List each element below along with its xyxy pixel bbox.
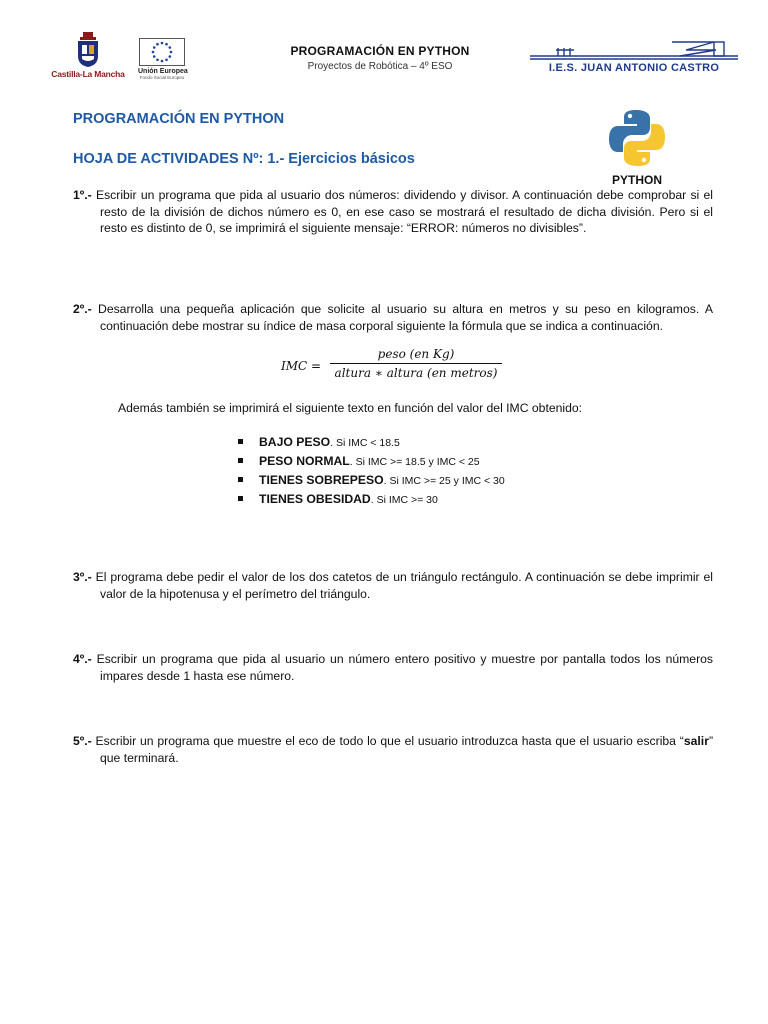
python-icon: [607, 108, 667, 168]
school-logo: [530, 40, 738, 80]
sheet-title: HOJA DE ACTIVIDADES Nº: 1.- Ejercicios básicos: [73, 151, 415, 167]
category-label: PESO NORMAL: [259, 454, 350, 468]
list-item: [238, 433, 505, 452]
exercise-4: [73, 651, 713, 684]
category-label: TIENES SOBREPESO: [259, 473, 384, 487]
exercise-text: Escribir un programa que pida al usuario un número entero positivo y muestre por pantalla todos los números impares desde 1 hasta ese número.: [91, 652, 713, 683]
exercise-number: 5º.-: [73, 734, 92, 748]
category-condition: . Si IMC >= 25 y IMC < 30: [383, 475, 505, 487]
eu-flag-icon: [139, 38, 185, 66]
castilla-la-mancha-caption: Castilla-La Mancha: [51, 69, 125, 79]
page-heading: PROGRAMACIÓN EN PYTHON: [73, 111, 285, 127]
eu-caption: Unión Europea: [138, 68, 188, 75]
exercise-keyword: salir: [683, 734, 709, 748]
exercise-text: Escribir un programa que pida al usuario dos números: dividendo y divisor. A continuación debe comprobar si el resto de la división de dichos número es 0, en ese caso se mostrará el resultado de dicha división. Pero si el resto es distinto de 0, se imprimirá el siguiente mensaje: “ERROR: números no divisibles”.: [91, 188, 713, 236]
exercise-2: [73, 301, 713, 334]
castilla-la-mancha-logo: [50, 32, 126, 82]
formula-denominator: altura ∗ altura (en metros): [334, 366, 498, 380]
exercise-5: [73, 733, 713, 766]
header-title-block: [230, 44, 530, 72]
formula-numerator: peso (en Kg): [377, 347, 455, 361]
school-name: I.E.S. JUAN ANTONIO CASTRO: [548, 62, 720, 74]
category-label: TIENES OBESIDAD: [259, 492, 371, 506]
exercise-text: ” que terminará.: [100, 734, 713, 765]
european-union-logo: [138, 38, 186, 82]
imc-formula: [281, 347, 511, 387]
category-label: BAJO PESO: [259, 435, 331, 449]
exercise-text: El programa debe pedir el valor de los dos catetos de un triángulo rectángulo. A continuación se debe imprimir el valor de la hipotenusa y el perímetro del triángulo.: [91, 570, 713, 601]
exercise-1: [73, 187, 713, 237]
exercise-number: 2º.-: [73, 302, 92, 316]
exercise-text: Desarrolla una pequeña aplicación que solicite al usuario su altura en metros y su peso en kilogramos. A continuación debe mostrar su índice de masa corporal siguiente la fórmula que se indica a continuación.: [91, 302, 713, 333]
bullet-icon: [238, 458, 243, 463]
page-header: [0, 0, 768, 90]
category-condition: . Si IMC >= 18.5 y IMC < 25: [349, 456, 480, 468]
python-caption: PYTHON: [611, 173, 662, 187]
category-condition: . Si IMC >= 30: [370, 494, 438, 506]
list-item: [238, 490, 505, 509]
exercise-3: [73, 569, 713, 602]
bullet-icon: [238, 477, 243, 482]
list-item: [238, 452, 505, 471]
exercise-text: Escribir un programa que muestre el eco de todo lo que el usuario introduzca hasta que el usuario escriba “: [91, 734, 684, 748]
school-emblem-icon: [530, 40, 738, 62]
bullet-icon: [238, 439, 243, 444]
imc-note: Además también se imprimirá el siguiente texto en función del valor del IMC obtenido:: [118, 401, 583, 415]
formula-lhs: IMC =: [281, 359, 322, 373]
header-subtitle: Proyectos de Robótica – 4º ESO: [307, 61, 453, 72]
imc-category-list: [238, 433, 505, 509]
category-condition: . Si IMC < 18.5: [330, 437, 400, 449]
header-title: PROGRAMACIÓN EN PYTHON: [290, 44, 470, 58]
exercise-number: 1º.-: [73, 188, 92, 202]
exercise-number: 4º.-: [73, 652, 92, 666]
eu-subcaption: Fondo Social Europeo: [139, 75, 185, 80]
formula-fraction: [328, 347, 504, 380]
python-logo: [607, 108, 667, 188]
list-item: [238, 471, 505, 490]
bullet-icon: [238, 496, 243, 501]
exercise-number: 3º.-: [73, 570, 92, 584]
coat-of-arms-icon: [76, 32, 100, 68]
